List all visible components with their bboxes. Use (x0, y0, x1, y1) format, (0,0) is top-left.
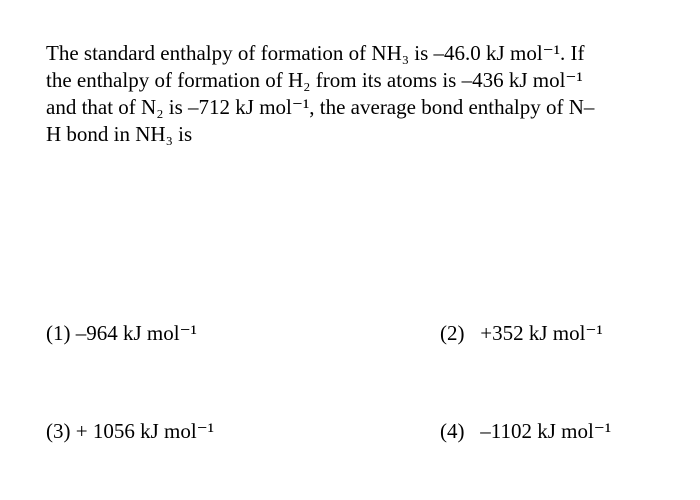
option-label: (3) (46, 419, 71, 443)
question-line: H bond in NH₃ is (46, 122, 193, 146)
option-text: –964 kJ mol⁻¹ (75, 321, 197, 345)
question-line: the enthalpy of formation of H₂ from its atoms is –436 kJ mol⁻¹ (46, 68, 583, 92)
option-label: (2) (440, 321, 465, 345)
option-3[interactable] (46, 418, 214, 445)
option-4[interactable] (440, 418, 611, 445)
option-1[interactable] (46, 320, 197, 347)
question-text (46, 40, 646, 148)
question-line: and that of N₂ is –712 kJ mol⁻¹, the average bond enthalpy of N– (46, 95, 595, 119)
question-line: The standard enthalpy of formation of NH₃ is –46.0 kJ mol⁻¹. If (46, 41, 585, 65)
option-label: (4) (440, 419, 465, 443)
option-text: +352 kJ mol⁻¹ (480, 321, 603, 345)
option-text: –1102 kJ mol⁻¹ (480, 419, 612, 443)
option-2[interactable] (440, 320, 603, 347)
option-label: (1) (46, 321, 71, 345)
option-text: + 1056 kJ mol⁻¹ (75, 419, 215, 443)
